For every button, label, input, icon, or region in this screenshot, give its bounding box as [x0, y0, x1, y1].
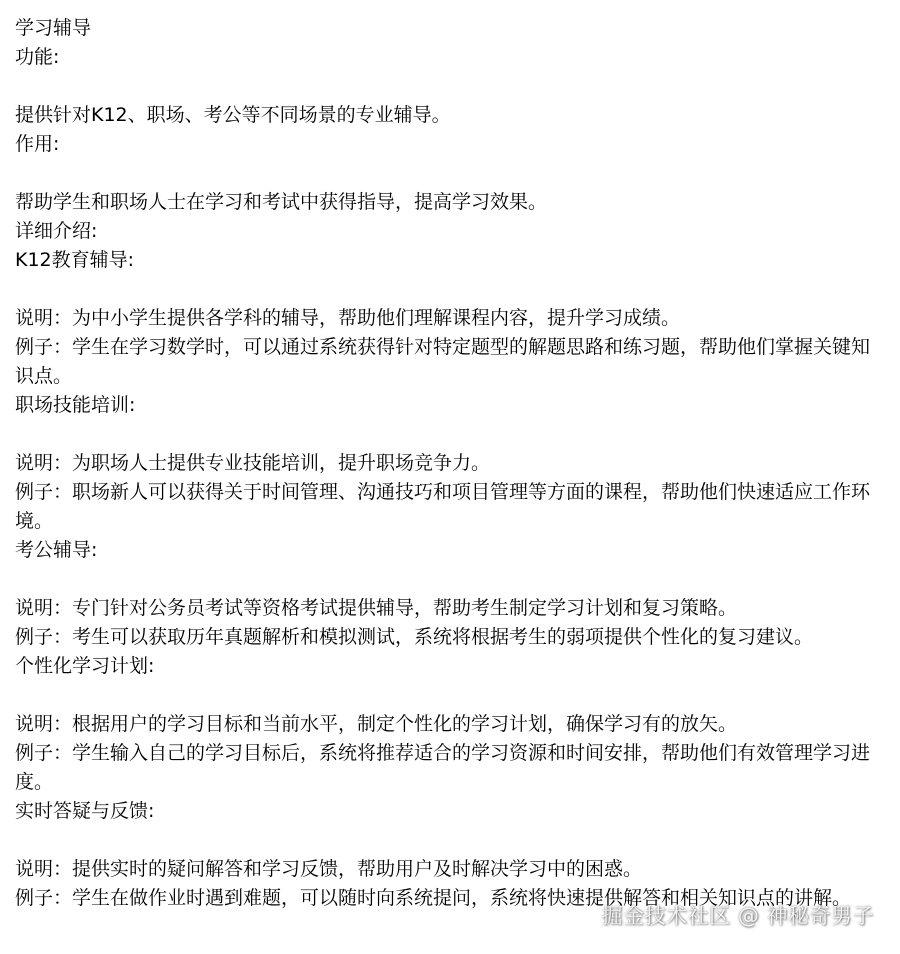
details-label: 详细介绍: — [15, 220, 98, 242]
section-heading-personalized-plan: 个性化学习计划: — [15, 655, 155, 677]
section-example-civil-exam: 例子：考生可以获取历年真题解析和模拟测试，系统将根据考生的弱项提供个性化的复习建议。 — [15, 626, 814, 648]
spacer — [15, 72, 885, 101]
purpose-text: 帮助学生和职场人士在学习和考试中获得指导，提高学习效果。 — [15, 191, 548, 213]
function-text: 提供针对K12、职场、考公等不同场景的专业辅导。 — [15, 104, 451, 126]
document-body — [15, 14, 885, 913]
section-heading-realtime-qa: 实时答疑与反馈: — [15, 800, 155, 822]
section-heading-k12: K12教育辅导: — [15, 249, 135, 271]
section-desc-career: 说明：为职场人士提供专业技能培训，提升职场竞争力。 — [15, 452, 491, 474]
doc-title: 学习辅导 — [15, 17, 92, 39]
section-desc-realtime-qa: 说明：提供实时的疑问解答和学习反馈，帮助用户及时解决学习中的困惑。 — [15, 858, 643, 880]
section-example-k12: 例子：学生在学习数学时，可以通过系统获得针对特定题型的解题思路和练习题，帮助他们掌握关键知识点。 — [15, 336, 871, 387]
spacer — [15, 565, 885, 594]
spacer — [15, 159, 885, 188]
spacer — [15, 826, 885, 855]
section-heading-career: 职场技能培训: — [15, 394, 136, 416]
section-desc-personalized-plan: 说明：根据用户的学习目标和当前水平，制定个性化的学习计划，确保学习有的放矢。 — [15, 713, 738, 735]
section-heading-civil-exam: 考公辅导: — [15, 539, 98, 561]
section-desc-k12: 说明：为中小学生提供各学科的辅导，帮助他们理解课程内容，提升学习成绩。 — [15, 307, 681, 329]
section-desc-civil-exam: 说明：专门针对公务员考试等资格考试提供辅导，帮助考生制定学习计划和复习策略。 — [15, 597, 738, 619]
section-example-realtime-qa: 例子：学生在做作业时遇到难题，可以随时向系统提问，系统将快速提供解答和相关知识点的讲解。 — [15, 887, 852, 909]
function-label: 功能: — [15, 46, 60, 68]
spacer — [15, 275, 885, 304]
spacer — [15, 420, 885, 449]
purpose-label: 作用: — [15, 133, 60, 155]
section-example-career: 例子：职场新人可以获得关于时间管理、沟通技巧和项目管理等方面的课程，帮助他们快速适应工作环境。 — [15, 481, 871, 532]
spacer — [15, 681, 885, 710]
section-example-personalized-plan: 例子：学生输入自己的学习目标后，系统将推荐适合的学习资源和时间安排，帮助他们有效管理学习进度。 — [15, 742, 871, 793]
watermark-text: 掘金技术社区 @ 神秘奇男子 — [601, 904, 874, 928]
